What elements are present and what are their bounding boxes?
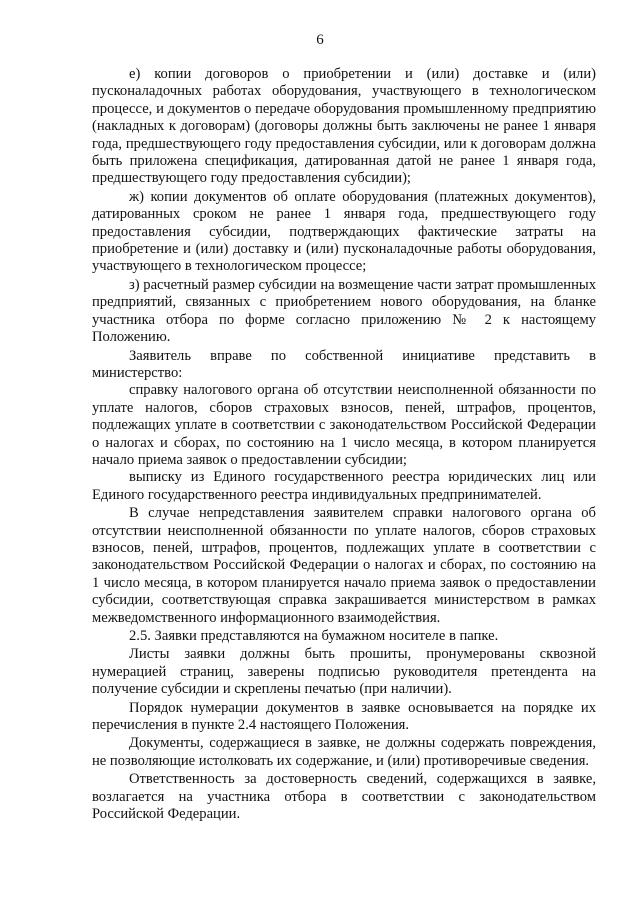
page-number: 6 [316,32,324,48]
paragraph-tax-certificate: справку налогового органа об отсутствии неисполненной обязанности по уплате налогов, сборов страховых взносов, пеней, штрафов, процентов, подлежащих уплате в соответствии с законодательством Российской Федерации о налогах и сборах, по состоянию на 1 число месяца, в котором планируется начало приема заявок о предоставлении субсидии; [92,382,596,468]
paragraph-optional-intro: Заявитель вправе по собственной инициативе представить в министерство: [92,347,596,381]
paragraph-document-condition: Документы, содержащиеся в заявке, не должны содержать повреждения, не позволяющие истолковать их содержание, и (или) противоречивые сведения. [92,735,596,769]
paragraph-registry-extract: выписку из Единого государственного реестра юридических лиц или Единого государственного реестра индивидуальных предпринимателей. [92,469,596,503]
paragraph-sheets-binding: Листы заявки должны быть прошиты, пронумерованы сквозной нумерацией страниц, заверены подписью руководителя претендента на получение субсидии и скреплены печатью (при наличии). [92,646,596,698]
paragraph-item-e: е) копии договоров о приобретении и (или) доставке и (или) пусконаладочных работах оборудования, участвующего в технологическом процессе, и документов о передаче оборудования промышленному предприятию (накладных к договорам) (договоры должны быть заключены не ранее 1 января года, предшествующего году предоставления субсидии, или к договорам должна быть приложена спецификация, датированная датой не ранее 1 января года, предшествующего году предоставления субсидии); [92,66,596,187]
paragraph-item-zh: ж) копии документов об оплате оборудования (платежных документов), датированных сроком не ранее 1 января года, предшествующего году предоставления субсидии, подтверждающих фактические затраты на приобретение и (или) доставку и (или) пусконаладочные работы оборудования, участвующего в технологическом процессе; [92,188,596,275]
paragraph-non-submission: В случае непредставления заявителем справки налогового органа об отсутствии неисполненной обязанности по уплате налогов, сборов страховых взносов, пеней, штрафов, процентов, подлежащих уплате в соответствии с законодательством Российской Федерации о налогах и сборах, по состоянию на 1 число месяца, в котором планируется начало приема заявок о предоставлении субсидии, соответствующая справка закрашивается министерством в рамках межведомственного информационного взаимодействия. [92,505,596,626]
paragraph-item-z: з) расчетный размер субсидии на возмещение части затрат промышленных предприятий, связанных с приобретением нового оборудования, на бланке участника отбора по форме согласно приложению № 2 к настоящему Положению. [92,276,596,346]
paragraph-numbering-order: Порядок нумерации документов в заявке основывается на порядке их перечисления в пункте 2.4 настоящего Положения. [92,699,596,734]
document-body [92,66,596,823]
paragraph-section-2-5: 2.5. Заявки представляются на бумажном носителе в папке. [129,628,499,644]
paragraph-responsibility: Ответственность за достоверность сведений, содержащихся в заявке, возлагается на участника отбора в соответствии с законодательством Российской Федерации. [92,771,596,823]
